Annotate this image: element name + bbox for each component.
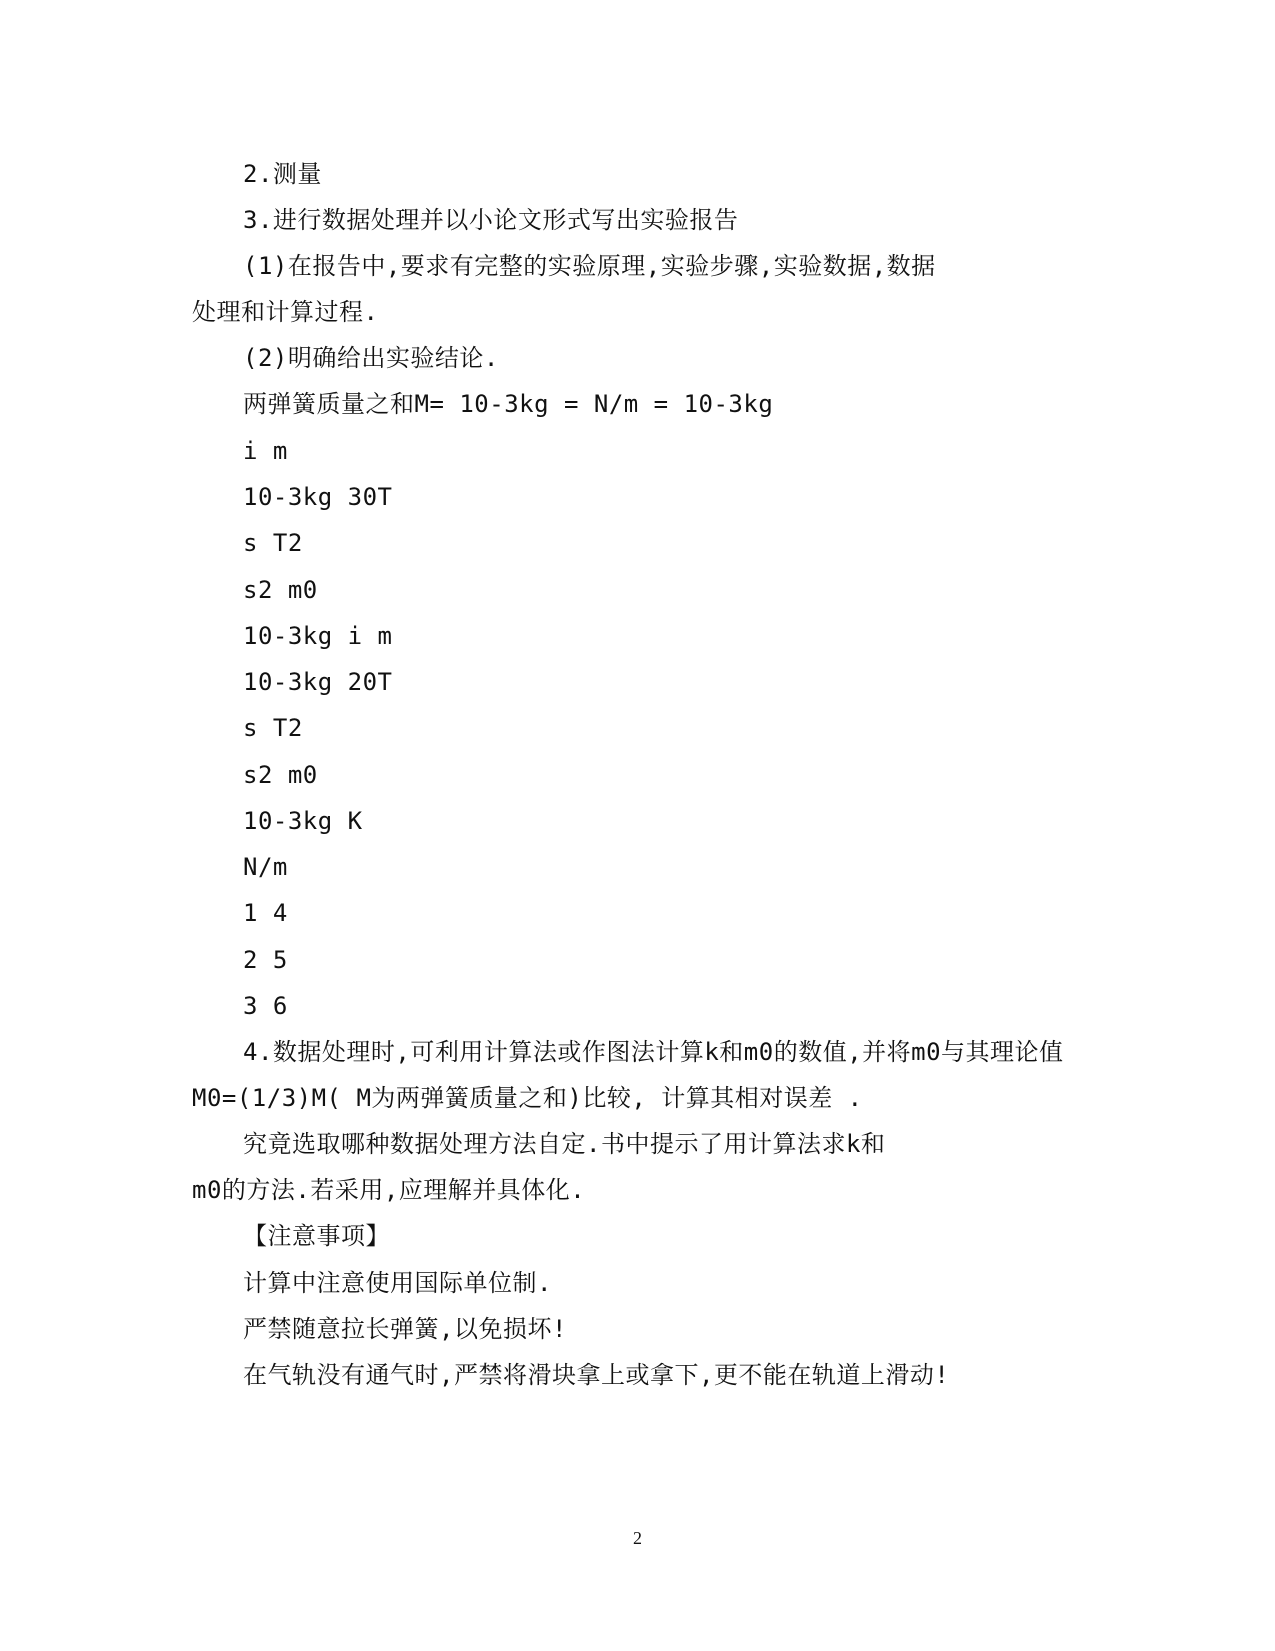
text-line-method-choice-cont: m0的方法.若采用,应理解并具体化.: [192, 1176, 586, 1204]
page-number: 2: [633, 1528, 642, 1548]
data-line: 10-3kg i m: [243, 622, 393, 650]
data-line: s2 m0: [243, 761, 318, 789]
data-line: 10-3kg K: [243, 807, 363, 835]
text-line-method-choice: 究竟选取哪种数据处理方法自定.书中提示了用计算法求k和: [243, 1130, 886, 1158]
data-line: s T2: [243, 529, 303, 557]
text-line-requirement-2: (2)明确给出实验结论.: [243, 344, 499, 372]
text-line-requirement-1-cont: 处理和计算过程.: [192, 298, 379, 326]
data-line: s T2: [243, 714, 303, 742]
text-line-requirement-1: (1)在报告中,要求有完整的实验原理,实验步骤,实验数据,数据: [243, 252, 936, 280]
text-line-report-task: 3.进行数据处理并以小论文形式写出实验报告: [243, 206, 739, 234]
text-line-measure: 2.测量: [243, 160, 322, 188]
text-line-spring-mass: 两弹簧质量之和M= 10-3kg = N/m = 10-3kg: [243, 390, 774, 418]
note-item: 严禁随意拉长弹簧,以免损坏!: [243, 1315, 567, 1343]
text-line-processing-cont: M0=(1/3)M( M为两弹簧质量之和)比较, 计算其相对误差 .: [192, 1084, 863, 1112]
note-item: 计算中注意使用国际单位制.: [243, 1269, 552, 1297]
data-line: 10-3kg 20T: [243, 668, 393, 696]
data-line: s2 m0: [243, 576, 318, 604]
data-line: 1 4: [243, 899, 288, 927]
data-line: N/m: [243, 853, 288, 881]
data-line: 2 5: [243, 946, 288, 974]
data-line: 10-3kg 30T: [243, 483, 393, 511]
section-heading-notes: 【注意事项】: [243, 1222, 390, 1250]
note-item: 在气轨没有通气时,严禁将滑块拿上或拿下,更不能在轨道上滑动!: [243, 1361, 950, 1389]
data-line: 3 6: [243, 992, 288, 1020]
text-line-processing: 4.数据处理时,可利用计算法或作图法计算k和m0的数值,并将m0与其理论值: [243, 1038, 1064, 1066]
data-line: i m: [243, 437, 288, 465]
